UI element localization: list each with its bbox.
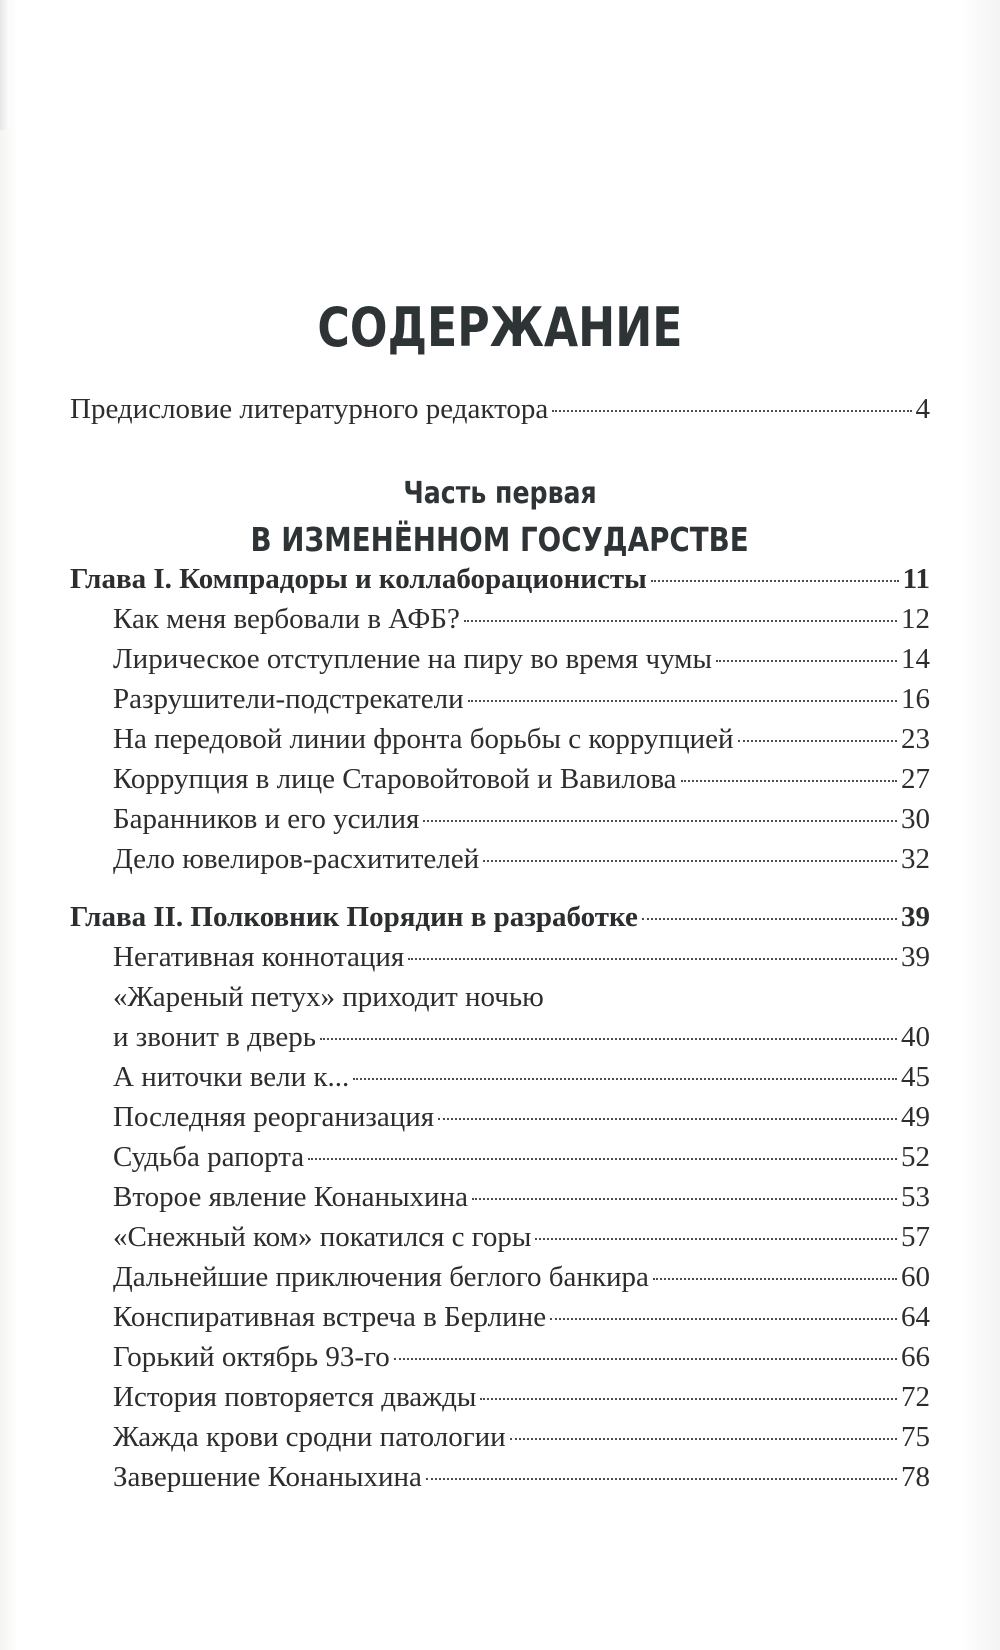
dot-leader	[480, 1398, 897, 1400]
dot-leader	[483, 860, 897, 862]
toc-page-number: 39	[901, 941, 930, 973]
toc-entry-title: Второе явление Конаныхина	[113, 1181, 468, 1213]
dot-leader	[423, 820, 897, 822]
toc-page-number: 27	[901, 763, 930, 795]
toc-entry-title: Горький октябрь 93-го	[113, 1341, 390, 1373]
part-title	[0, 520, 1000, 559]
toc-entry-title: Судьба рапорта	[113, 1141, 305, 1173]
toc-page-number: 78	[901, 1461, 930, 1493]
dot-leader	[535, 1238, 897, 1240]
toc-entry	[113, 1220, 930, 1254]
spine-shadow	[0, 0, 10, 130]
toc-entry	[113, 1180, 930, 1214]
toc-entry-title: Как меня вербовали в АФБ?	[113, 603, 460, 635]
toc-entry-title: «Снежный ком» покатился с горы	[113, 1221, 532, 1253]
toc-entry-title-line1: «Жареный петух» приходит ночью	[113, 981, 544, 1013]
toc-page-number: 75	[901, 1421, 930, 1453]
dot-leader	[550, 1318, 897, 1320]
toc-entry-title: Лирическое отступление на пиру во время чумы	[113, 643, 713, 675]
toc-page-number: 30	[901, 803, 930, 835]
dot-leader	[353, 1078, 897, 1080]
toc-entry	[113, 722, 930, 756]
dot-leader	[394, 1358, 897, 1360]
toc-page-number: 66	[901, 1341, 930, 1373]
part-heading	[0, 476, 1000, 511]
toc-entry	[113, 802, 930, 836]
toc-entry-title: Дело ювелиров-расхитителей	[113, 843, 480, 875]
toc-page-number: 72	[901, 1381, 930, 1413]
toc-entry-title: На передовой линии фронта борьбы с коррупцией	[113, 723, 734, 755]
toc-entry-title: и звонит в дверь	[113, 1021, 316, 1053]
toc-entry	[113, 1100, 930, 1134]
toc-page-number: 11	[902, 563, 930, 595]
toc-page-number: 23	[901, 723, 930, 755]
toc-entry-title: Жажда крови сродни патологии	[113, 1421, 506, 1453]
toc-entry-title: История повторяется дважды	[113, 1381, 477, 1413]
toc-page-number: 32	[901, 843, 930, 875]
toc-entry	[113, 940, 930, 974]
toc-entry-title: Дальнейшие приключения беглого банкира	[113, 1261, 649, 1293]
toc-entry-title: Конспиративная встреча в Берлине	[113, 1301, 547, 1333]
toc-entry-title: Последняя реорганизация	[113, 1101, 435, 1133]
toc-entry-title: Негативная коннотация	[113, 941, 405, 973]
toc-entry	[113, 1140, 930, 1174]
dot-leader	[653, 1278, 897, 1280]
toc-page-number: 14	[901, 643, 930, 675]
toc-entry	[113, 842, 930, 876]
dot-leader	[472, 1198, 897, 1200]
toc-entry-title: А ниточки вели к...	[113, 1061, 350, 1093]
toc-entry	[113, 1260, 930, 1294]
toc-page-number: 12	[901, 603, 930, 635]
toc-entry-title: Коррупция в лице Старовойтовой и Вавилова	[113, 763, 677, 795]
toc-page-number: 4	[915, 393, 930, 425]
toc-entry-intro	[70, 392, 930, 426]
toc-page-number: 53	[901, 1181, 930, 1213]
part-title-text: В ИЗМЕНЁННОМ ГОСУДАРСТВЕ	[250, 520, 750, 559]
toc-entry	[113, 762, 930, 796]
dot-leader	[426, 1478, 897, 1480]
toc-entry	[113, 1060, 930, 1094]
dot-leader	[464, 620, 897, 622]
chapter-title: Глава I. Компрадоры и коллаборационисты	[70, 563, 647, 595]
toc-page-number: 39	[901, 901, 930, 933]
toc-page-number: 40	[901, 1021, 930, 1053]
toc-page-number: 49	[901, 1101, 930, 1133]
dot-leader	[438, 1118, 897, 1120]
dot-leader	[681, 780, 897, 782]
toc-page-number: 52	[901, 1141, 930, 1173]
toc-entry-title: Баранников и его усилия	[113, 803, 420, 835]
toc-entry-title: Завершение Конаныхина	[113, 1461, 422, 1493]
toc-page-number: 16	[901, 683, 930, 715]
toc-entry	[113, 1420, 930, 1454]
toc-entry-title: Предисловие литературного редактора	[70, 393, 549, 425]
toc-entry	[113, 1380, 930, 1414]
toc-entry	[113, 1340, 930, 1374]
page-title: СОДЕРЖАНИЕ	[317, 296, 683, 359]
dot-leader	[552, 410, 911, 412]
dot-leader	[408, 958, 897, 960]
part-number: Часть первая	[403, 476, 597, 511]
toc-entry	[113, 602, 930, 636]
toc-entry-title: Разрушители-подстрекатели	[113, 683, 464, 715]
dot-leader	[468, 700, 897, 702]
toc-page-number: 60	[901, 1261, 930, 1293]
dot-leader	[651, 580, 899, 582]
toc-entry	[113, 1020, 930, 1054]
toc-entry	[113, 682, 930, 716]
toc-entry	[113, 1300, 930, 1334]
dot-leader	[716, 660, 897, 662]
toc-page-number: 64	[901, 1301, 930, 1333]
dot-leader	[510, 1438, 897, 1440]
dot-leader	[320, 1038, 897, 1040]
dot-leader	[308, 1158, 897, 1160]
toc-page-number: 57	[901, 1221, 930, 1253]
toc-chapter	[70, 900, 930, 934]
dot-leader	[642, 918, 897, 920]
toc-entry	[113, 642, 930, 676]
toc-chapter	[70, 562, 930, 596]
chapter-title: Глава II. Полковник Порядин в разработке	[70, 901, 638, 933]
toc-entry	[113, 1460, 930, 1494]
toc-page-number: 45	[901, 1061, 930, 1093]
dot-leader	[738, 740, 898, 742]
